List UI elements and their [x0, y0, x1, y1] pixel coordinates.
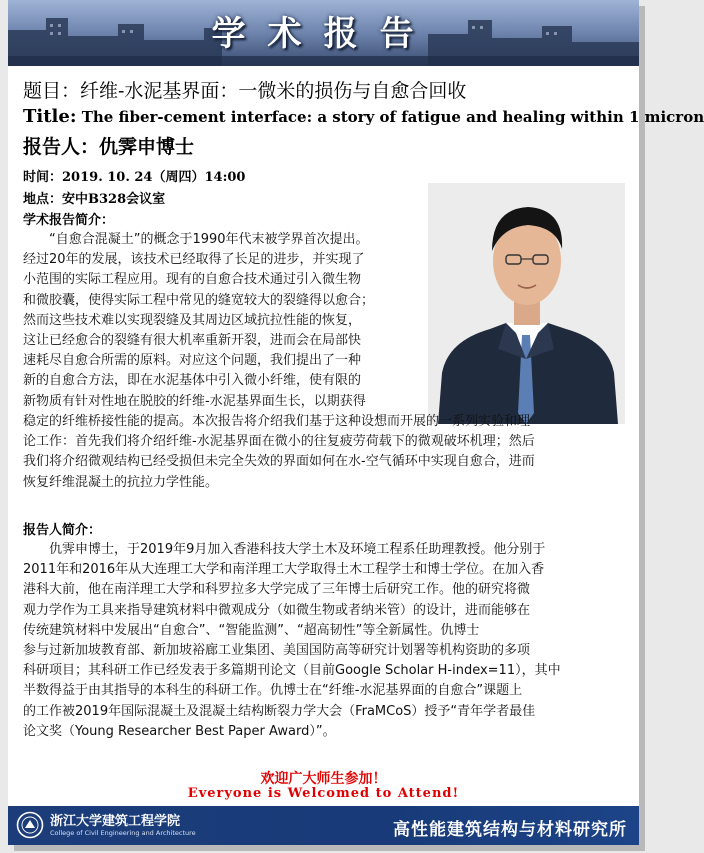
abstract-line: 小范围的实际工程应用。现有的自愈合技术通过引入微生物 — [23, 272, 362, 288]
speaker-label: 报告人： — [23, 136, 100, 158]
bio-paragraph — [23, 540, 625, 742]
bio-line: 半数得益于由其指导的本科生的科研工作。仇博士在“纤维-水泥基界面的自愈合”课题上 — [23, 683, 523, 699]
time-label: 时间： — [23, 170, 63, 185]
abstract-paragraph-wide — [23, 412, 625, 493]
abstract-line: 速耗尽自愈合所需的原料。对应这个问题，我们提出了一种 — [23, 353, 362, 369]
poster-page — [8, 0, 704, 845]
abstract-line: 和微胶囊，使得实际工程中常见的缝宽较大的裂缝得以愈合； — [23, 292, 375, 308]
abstract-heading: 学术报告简介： — [23, 213, 115, 228]
abstract-line: 然而这些技术难以实现裂缝及其周边区域抗拉性能的恢复， — [23, 312, 362, 328]
bio-line: 2011年和2016年从大连理工大学和南洋理工大学取得土木工程学士和博士学位。在加入香 — [23, 562, 545, 578]
speaker-photo — [428, 183, 625, 424]
abstract-line: 新的自愈合方法，即在水泥基体中引入微小纤维，使有限的 — [23, 373, 362, 389]
abstract-line: 这让已经愈合的裂缝有很大机率重新开裂，进而会在局部快 — [23, 333, 362, 349]
abstract-line: 新物质有针对性地在脱胶的纤维-水泥基界面生长，以期获得 — [23, 393, 366, 409]
venue-line — [23, 188, 165, 207]
time-line — [23, 166, 245, 185]
welcome-en: Everyone is Welcomed to Attend! — [187, 786, 460, 801]
university-logo-icon — [16, 811, 44, 839]
bio-line: 港科大前，他在南洋理工大学和科罗拉多大学完成了三年博士后研究工作。他的研究将微 — [23, 582, 531, 598]
abstract-line: “自愈合混凝土”的概念于1990年代末被学界首次提出。 — [49, 232, 369, 247]
institute-name-cn: 浙江大学建筑工程学院 — [50, 814, 181, 829]
abstract-line: 我们将介绍微观结构已经受损但未完全失效的界面如何在水-空气循环中实现自愈合，进而 — [23, 454, 535, 470]
bio-line: 论文奖（Young Researcher Best Paper Award）”。 — [23, 723, 336, 739]
bio-line: 观力学作为工具来指导建筑材料中微观成分（如微生物或者纳米管）的设计，进而能够在 — [23, 602, 531, 618]
subject-text: 纤维-水泥基界面：一微米的损伤与自愈合回收 — [80, 80, 467, 102]
lab-name: 高性能建筑结构与材料研究所 — [393, 820, 627, 840]
bio-line: 仇霁申博士，于2019年9月加入香港科技大学土木及环境工程系任助理教授。他分别于 — [49, 542, 546, 557]
abstract-line: 稳定的纤维桥接性能的提高。本次报告将介绍我们基于这种设想而开展的一系列实验和理 — [23, 414, 531, 429]
bio-line: 传统建筑材料中发展出“自愈合”、“智能监测”、“超高韧性”等全新属性。仇博士 — [23, 622, 480, 638]
header-banner — [8, 0, 639, 66]
title-text: The fiber-cement interface: a story of fatigue and healing within 1 micron — [81, 108, 704, 126]
speaker-line — [23, 132, 194, 159]
talk-title-english — [23, 106, 704, 127]
venue-value: 安中B328会议室 — [62, 192, 166, 207]
bio-heading: 报告人简介： — [23, 523, 102, 538]
abstract-line: 论工作：首先我们将介绍纤维-水泥基界面在微小的往复疲劳荷载下的微观破坏机理；然后 — [23, 434, 535, 450]
bio-line: 的工作被2019年国际混凝土及混凝土结构断裂力学大会（FraMCoS）授予“青年学者最佳 — [23, 703, 536, 719]
bio-line: 科研项目；其科研工作已经发表于多篇期刊论文（目前Google Scholar H-index=11），其中 — [23, 663, 561, 679]
time-value: 2019. 10. 24（周四）14:00 — [62, 170, 246, 185]
welcome-cn: 欢迎广大师生参加！ — [260, 771, 387, 787]
speaker-name: 仇霁申博士 — [99, 136, 195, 158]
venue-label: 地点： — [23, 192, 63, 207]
abstract-paragraph-narrow — [23, 230, 425, 412]
talk-subject — [23, 76, 466, 103]
page-shadow-bottom — [14, 845, 645, 851]
page-shadow-right — [639, 6, 645, 851]
bio-line: 参与过新加坡教育部、新加坡裕廊工业集团、美国国防高等研究计划署等机构资助的多项 — [23, 643, 531, 659]
footer-bar — [8, 806, 639, 845]
institute-name-en: College of Civil Engineering and Architecture — [50, 829, 196, 837]
abstract-line: 经过20年的发展，该技术已经取得了长足的进步，并实现了 — [23, 252, 365, 268]
subject-label: 题目： — [23, 80, 81, 102]
abstract-line: 恢复纤维混凝土的抗拉力学性能。 — [23, 474, 219, 490]
banner-title: 学术报告 — [211, 14, 436, 54]
title-label: Title: — [23, 106, 77, 127]
